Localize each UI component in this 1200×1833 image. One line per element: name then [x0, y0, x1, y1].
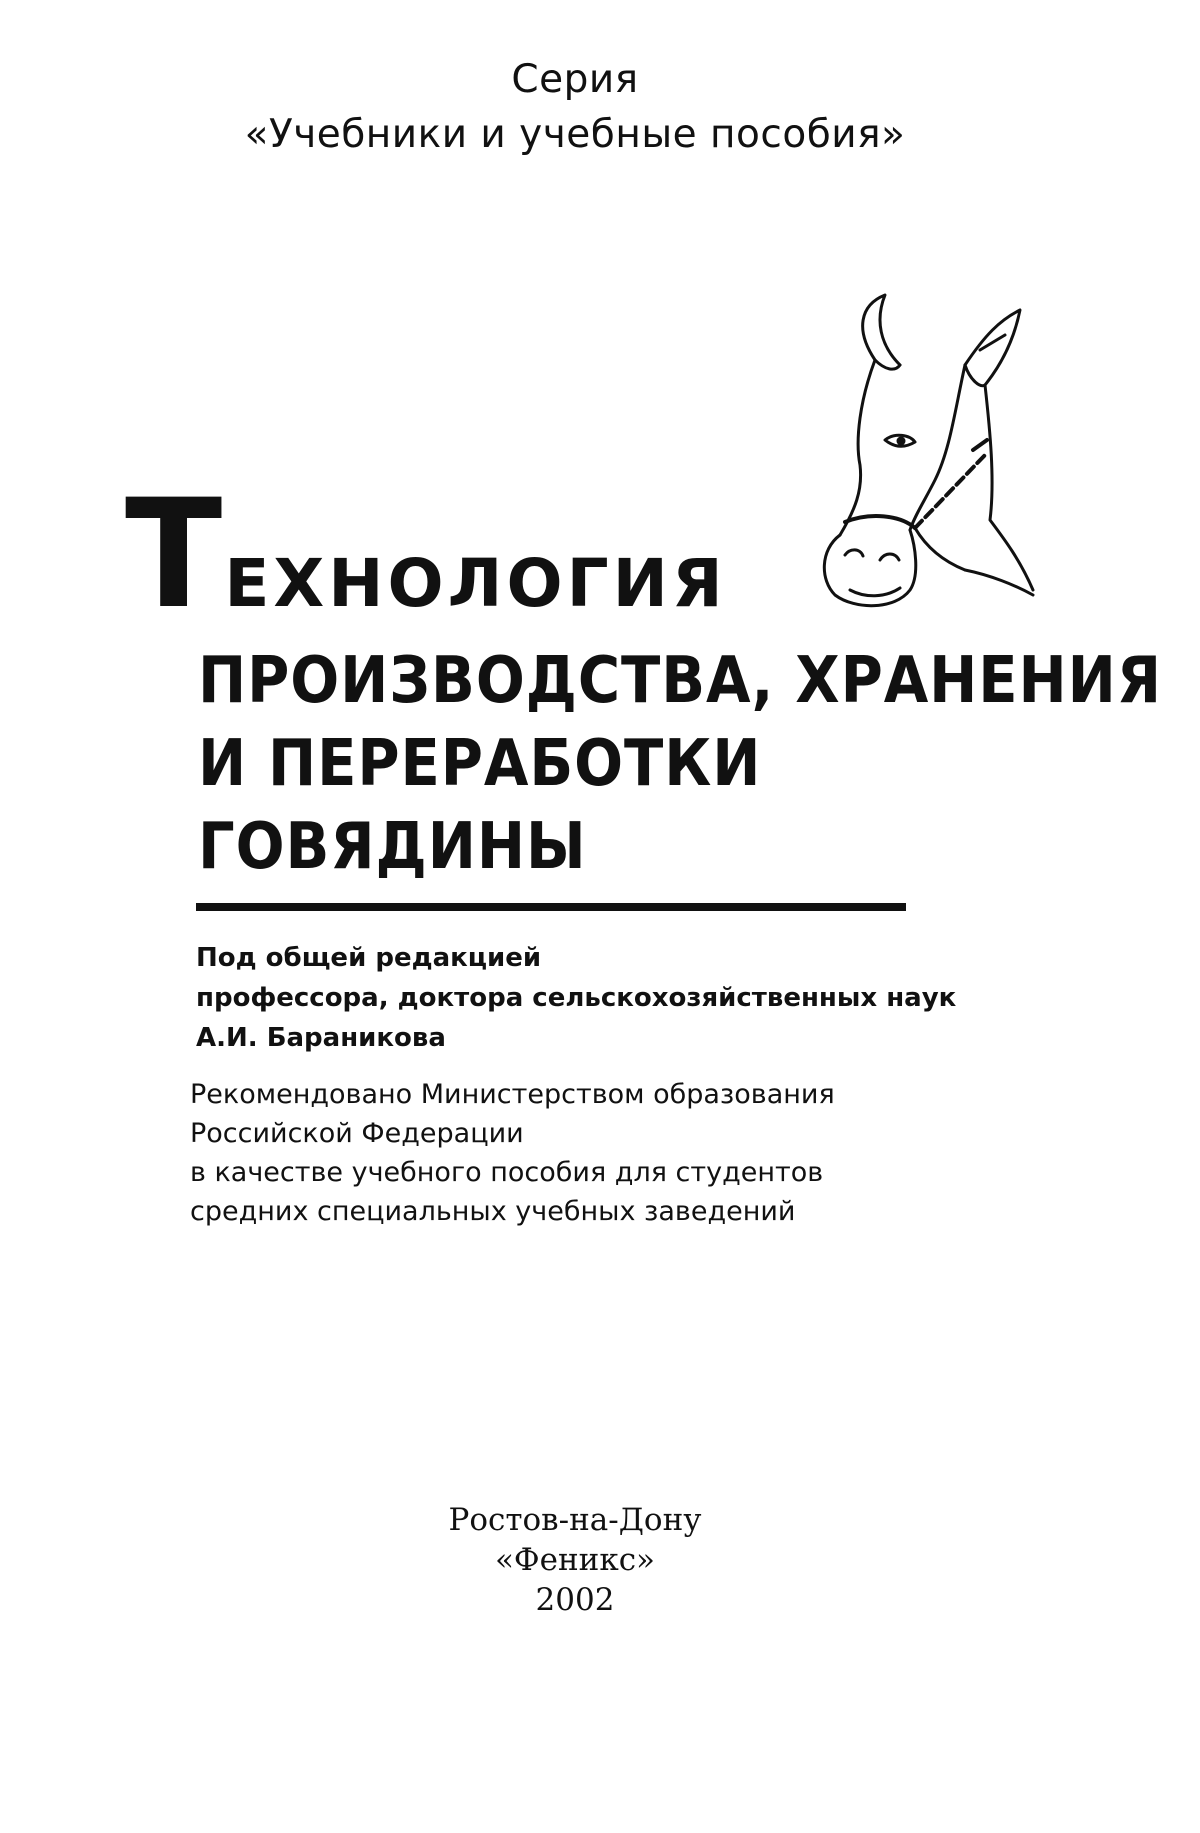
title-divider — [196, 903, 906, 911]
title-initial-letter: Т — [125, 468, 226, 642]
series-name: «Учебники и учебные пособия» — [244, 112, 906, 157]
editor-line-2: профессора, доктора сельскохозяйственных наук — [196, 983, 957, 1013]
imprint-year: 2002 — [535, 1582, 615, 1618]
bull-head-icon — [815, 290, 1035, 620]
editor-credit — [196, 938, 956, 1058]
editor-line-1: Под общей редакцией — [196, 943, 542, 973]
title-line-4: ГОВЯДИНЫ — [198, 810, 587, 884]
series-label: Серия — [511, 57, 639, 102]
recommendation-line-2: Российской Федерации — [190, 1118, 524, 1149]
title-first-word: ЕХНОЛОГИЯ — [224, 545, 727, 622]
imprint-city: Ростов-на-Дону — [448, 1502, 702, 1538]
series-heading — [0, 52, 1150, 162]
publisher-imprint — [0, 1500, 1150, 1620]
recommendation-line-4: средних специальных учебных заведений — [190, 1196, 796, 1227]
ministry-recommendation — [190, 1075, 835, 1231]
recommendation-line-1: Рекомендовано Министерством образования — [190, 1079, 835, 1110]
title-line-3: И ПЕРЕРАБОТКИ — [198, 727, 762, 801]
title-line-2: ПРОИЗВОДСТВА, ХРАНЕНИЯ — [198, 644, 1162, 718]
book-title — [198, 640, 1200, 889]
recommendation-line-3: в качестве учебного пособия для студентов — [190, 1157, 824, 1188]
imprint-publisher: «Феникс» — [494, 1542, 656, 1578]
title-first-line — [125, 468, 727, 642]
editor-name: А.И. Бараникова — [196, 1023, 446, 1053]
